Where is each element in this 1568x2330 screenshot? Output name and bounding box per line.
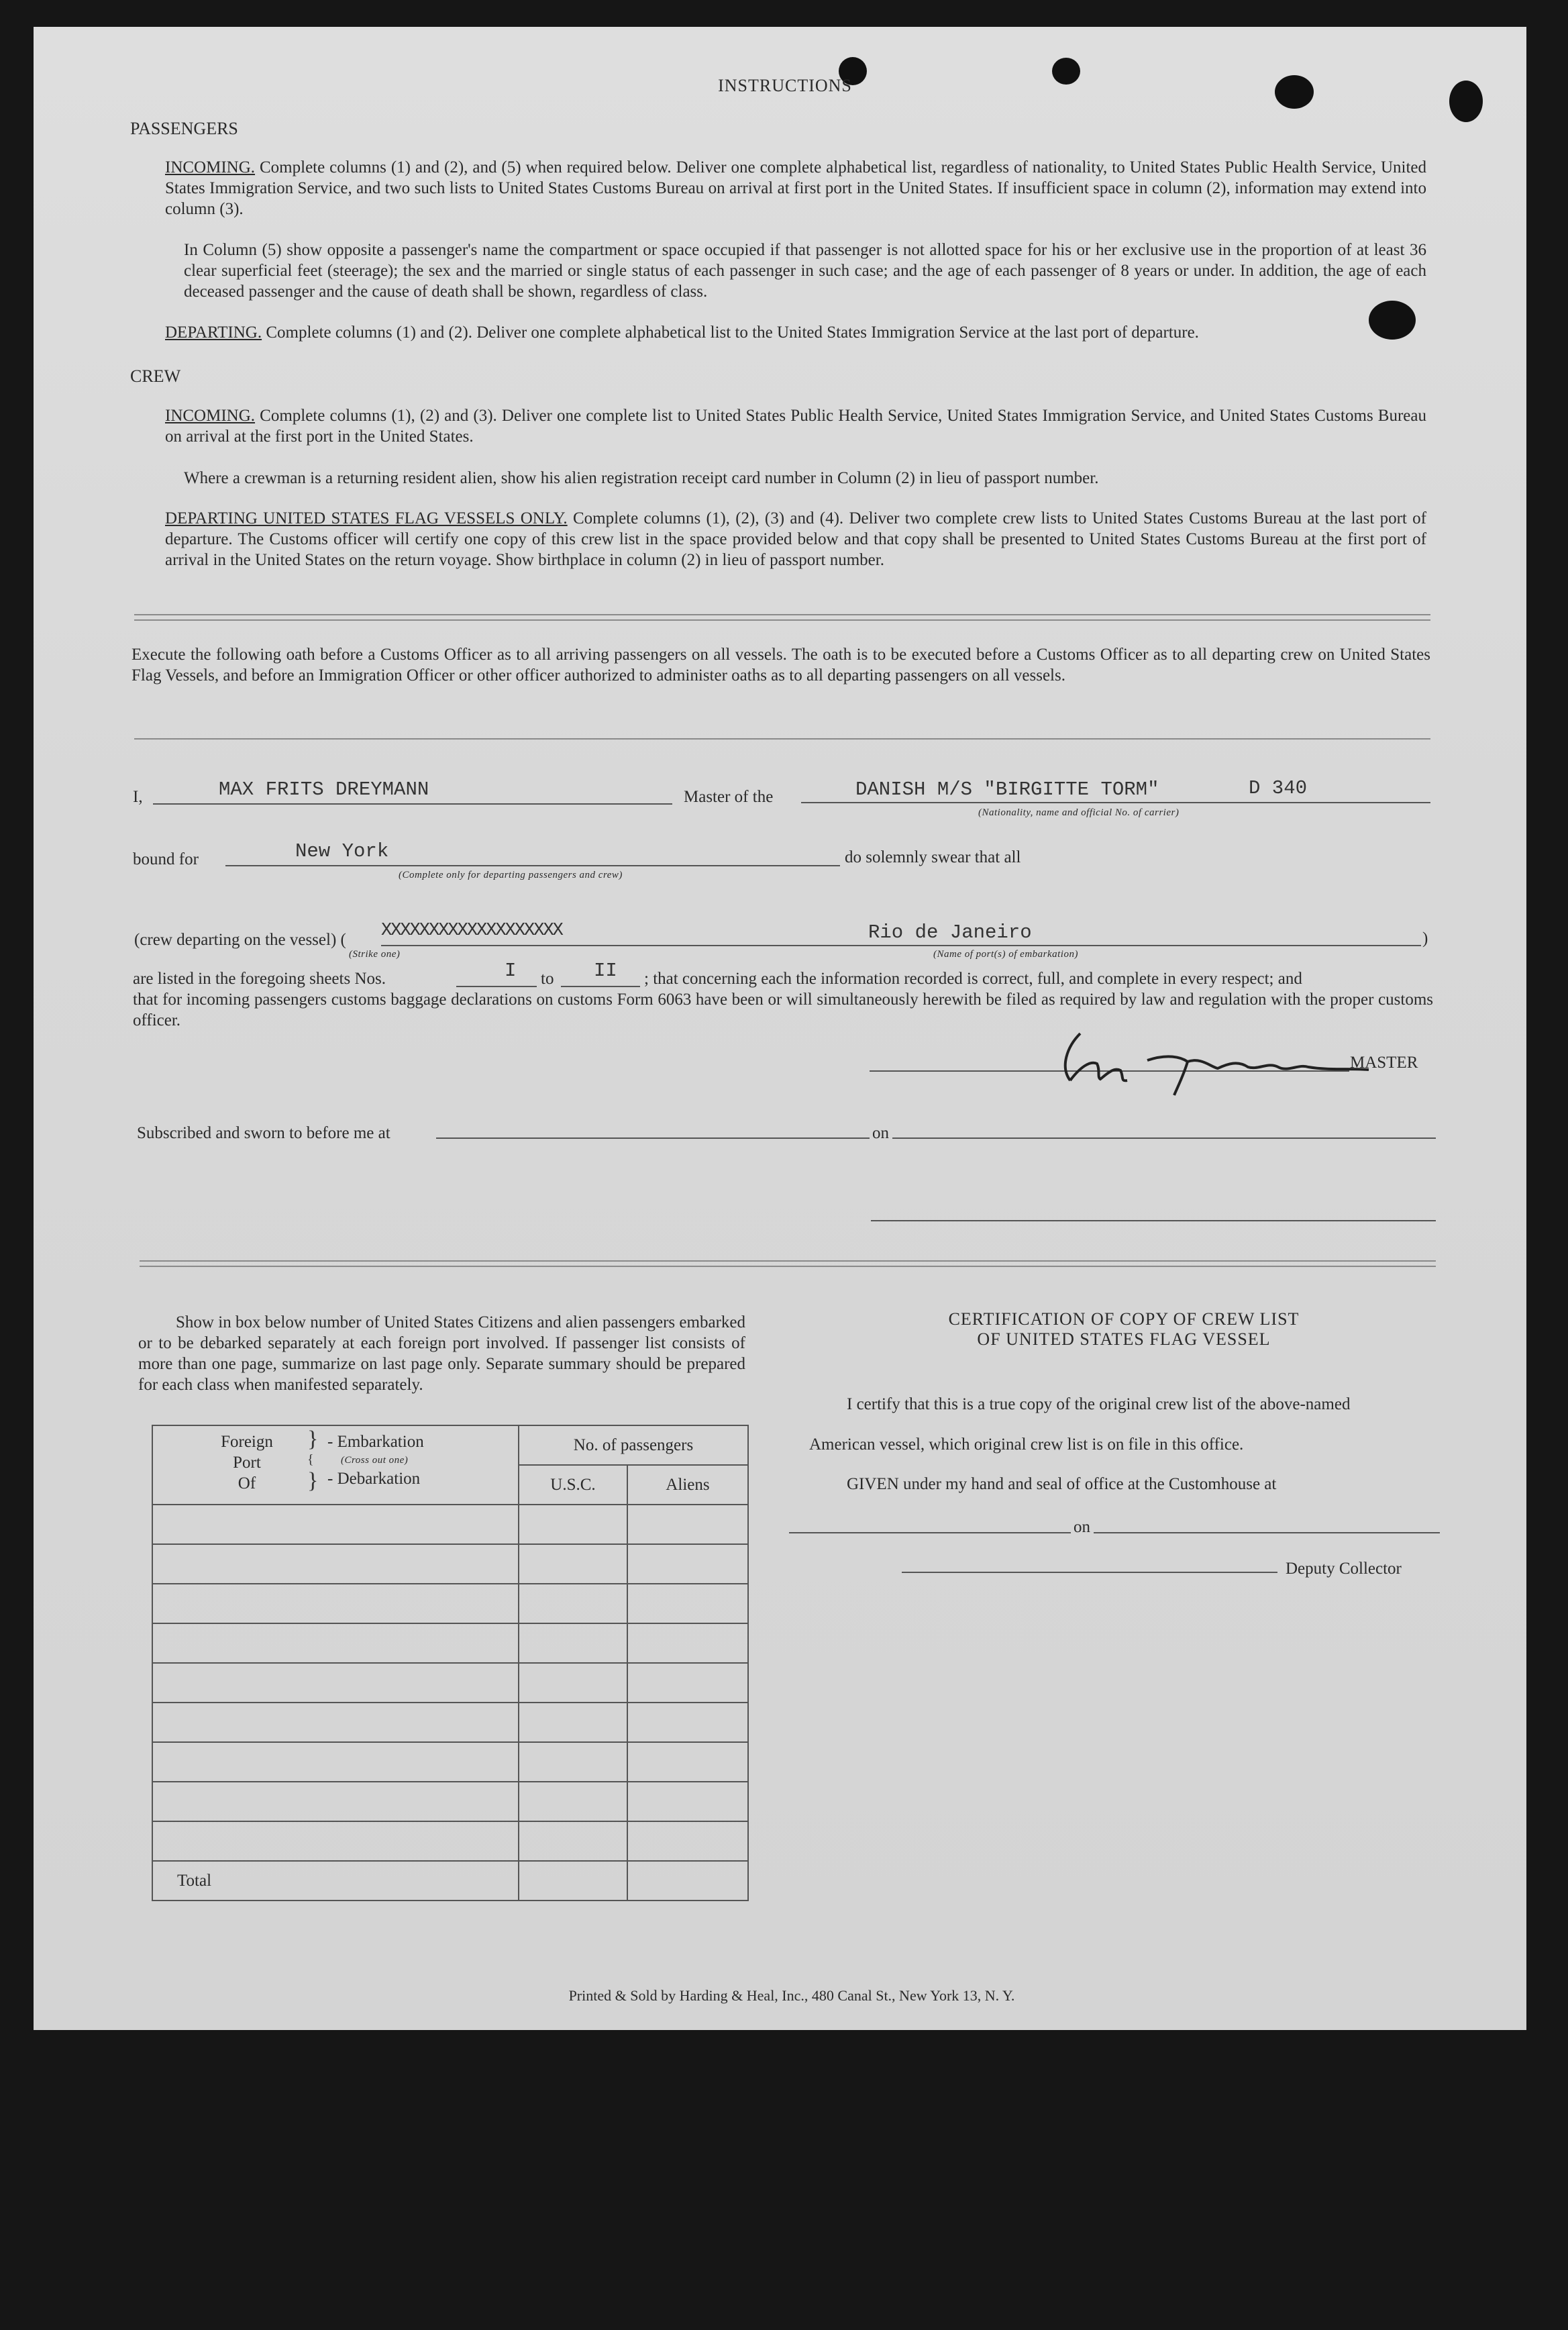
section-divider <box>134 614 1430 615</box>
brace-mark: { <box>307 1452 314 1467</box>
summary-row <box>152 1663 748 1703</box>
certification-on-label: on <box>1074 1518 1090 1536</box>
usc-cell[interactable] <box>519 1821 627 1861</box>
column5-paragraph: In Column (5) show opposite a passenger's name the compartment or space occupied if that passenger is not allotted space for his or her exclusive use in the proportion of at least 36 clear superficial feet (steerage); the sex and the married or single status of each passenger in such case; and the age of each passenger of 8 years or under. In addition, the age of each deceased passenger and the cause of death shall be shown, regardless of class. <box>184 241 1426 301</box>
usc-cell[interactable] <box>519 1663 627 1703</box>
cross-out-note: (Cross out one) <box>341 1455 409 1466</box>
vessel-field: DANISH M/S "BIRGITTE TORM" <box>855 778 1159 801</box>
certification-date-line <box>1094 1532 1440 1533</box>
vessel-line <box>801 802 1430 803</box>
summary-row <box>152 1505 748 1544</box>
usc-cell[interactable] <box>519 1782 627 1821</box>
certify-text: I certify that this is a true copy of the original crew list of the above-named <box>847 1395 1351 1413</box>
summary-header-row <box>152 1425 748 1465</box>
port-cell[interactable] <box>152 1782 519 1821</box>
brace-mark: } <box>307 1427 319 1452</box>
customhouse-place-line <box>789 1532 1071 1533</box>
passengers-incoming-paragraph <box>165 157 1426 219</box>
aliens-cell[interactable] <box>627 1821 748 1861</box>
port-cell[interactable] <box>152 1742 519 1782</box>
passengers-departing-paragraph <box>165 322 1426 343</box>
listed-label: are listed in the foregoing sheets Nos. <box>133 970 386 988</box>
summary-row <box>152 1782 748 1821</box>
aliens-cell[interactable] <box>627 1782 748 1821</box>
listed-rest-text: ; that concerning each the information recorded is correct, full, and complete in every respect; and <box>644 970 1302 988</box>
port-cell[interactable] <box>152 1505 519 1544</box>
total-aliens-cell[interactable] <box>627 1861 748 1901</box>
summary-row <box>152 1623 748 1663</box>
certification-heading-1: CERTIFICATION OF COPY OF CREW LIST <box>948 1309 1300 1329</box>
to-label: to <box>541 970 554 988</box>
port-header-cell <box>152 1425 519 1505</box>
crew-flag-text: Complete columns (1), (2), (3) and (4). Deliver two complete crew lists to United States Customs Bureau at the last port of departure. The Customs officer will certify one copy of this crew list in the space provided below and that copy shall be presented to United States Customs Bureau at the first port of arrival in the United States on the return voyage. Show birthplace in column (2) in lieu of passport number. <box>165 509 1426 569</box>
master-name-line <box>153 803 672 805</box>
summary-row <box>152 1703 748 1742</box>
sheet-to-field: II <box>594 960 617 982</box>
port-cell[interactable] <box>152 1544 519 1584</box>
of-label: Of <box>238 1474 256 1492</box>
bound-for-field: New York <box>295 840 389 862</box>
aliens-cell[interactable] <box>627 1742 748 1782</box>
brace-mark: } <box>307 1468 319 1493</box>
master-label: MASTER <box>1350 1054 1418 1072</box>
aliens-cell[interactable] <box>627 1584 748 1623</box>
subscribed-on-label: on <box>872 1124 889 1142</box>
master-signature <box>1033 1020 1382 1101</box>
no-passengers-header: No. of passengers <box>519 1425 748 1465</box>
vessel-number-field: D 340 <box>1249 777 1308 799</box>
foreign-label: Foreign <box>221 1433 273 1451</box>
usc-header: U.S.C. <box>519 1465 627 1505</box>
aliens-cell[interactable] <box>627 1544 748 1584</box>
printer-footer: Printed & Sold by Harding & Heal, Inc., 480 Canal St., New York 13, N. Y. <box>568 1987 1015 2004</box>
strike-line <box>381 945 1421 946</box>
sheet-from-field: I <box>505 960 517 982</box>
master-name-field: MAX FRITS DREYMANN <box>219 778 429 801</box>
crew-flag-paragraph <box>165 508 1426 570</box>
total-usc-cell[interactable] <box>519 1861 627 1901</box>
subscribed-label: Subscribed and sworn to before me at <box>137 1124 390 1142</box>
debarkation-label: - Debarkation <box>327 1470 421 1488</box>
officer-signature-line <box>871 1220 1436 1221</box>
aliens-cell[interactable] <box>627 1505 748 1544</box>
bound-for-line <box>225 865 840 866</box>
passengers-departing-label: DEPARTING. <box>165 323 262 342</box>
punch-hole-mark <box>1052 58 1080 85</box>
baggage-text: that for incoming passengers customs baggage declarations on customs Form 6063 have been or will simultaneously herewith be filed as required by law and regulation with the proper customs officer. <box>133 991 1433 1029</box>
close-paren: ) <box>1422 929 1428 948</box>
punch-hole-mark <box>1449 81 1483 122</box>
usc-cell[interactable] <box>519 1584 627 1623</box>
certification-heading-2: OF UNITED STATES FLAG VESSEL <box>977 1329 1271 1349</box>
summary-row <box>152 1821 748 1861</box>
section-divider <box>134 619 1430 621</box>
section-divider <box>140 1260 1436 1262</box>
sheet-from-line <box>456 986 537 987</box>
page-title: INSTRUCTIONS <box>718 76 852 95</box>
oath-instructions: Execute the following oath before a Customs Officer as to all arriving passengers on all vessels. The oath is to be executed before a Customs Officer as to all departing crew on United States Flag Vessels, and before an Immigration Officer or other officer authorized to administer oaths as to all departing passengers on all vessels. <box>132 646 1430 685</box>
strike-field: XXXXXXXXXXXXXXXXXXX <box>381 921 562 941</box>
summary-row <box>152 1742 748 1782</box>
aliens-header: Aliens <box>627 1465 748 1505</box>
deputy-signature-line <box>902 1572 1277 1573</box>
bound-caption: (Complete only for departing passengers and crew) <box>399 870 623 880</box>
section-divider <box>140 1266 1436 1267</box>
american-vessel-text: American vessel, which original crew list is on file in this office. <box>809 1435 1244 1454</box>
passenger-summary-table <box>152 1425 749 1901</box>
crew-resident-paragraph: Where a crewman is a returning resident alien, show his alien registration receipt card number in Column (2) in lieu of passport number. <box>184 469 1099 487</box>
aliens-cell[interactable] <box>627 1663 748 1703</box>
summary-instruction: Show in box below number of United States Citizens and alien passengers embarked or to be debarked separately at each foreign port involved. If passenger list consists of more than one page, summarize on last page only. Separate summary should be prepared for each class when manifested separately. <box>138 1313 745 1394</box>
sheet-to-line <box>561 986 640 987</box>
subscribed-date-line <box>892 1137 1436 1139</box>
port-cell[interactable] <box>152 1703 519 1742</box>
strike-caption: (Strike one) <box>349 949 401 960</box>
aliens-cell[interactable] <box>627 1623 748 1663</box>
crew-incoming-paragraph <box>165 405 1426 447</box>
vessel-caption: (Nationality, name and official No. of carrier) <box>978 807 1180 818</box>
port-cell[interactable] <box>152 1623 519 1663</box>
swear-text: do solemnly swear that all <box>845 848 1021 866</box>
crew-incoming-label: INCOMING. <box>165 407 256 425</box>
passengers-incoming-label: INCOMING. <box>165 158 256 176</box>
summary-row <box>152 1544 748 1584</box>
embarkation-port-field: Rio de Janeiro <box>868 921 1032 944</box>
crew-incoming-text: Complete columns (1), (2) and (3). Deliver one complete list to United States Public Health Service, United States Immigration Service, and United States Customs Bureau on arrival at the first port in the United States. <box>165 407 1426 446</box>
total-label: Total <box>152 1861 519 1901</box>
master-of-label: Master of the <box>684 788 774 806</box>
port-cell[interactable] <box>152 1663 519 1703</box>
port-cell[interactable] <box>152 1821 519 1861</box>
passengers-incoming-text: Complete columns (1) and (2), and (5) when required below. Deliver one complete alphabetical list, regardless of nationality, to United States Public Health Service, United States Immigration Service, and two such lists to United States Customs Bureau on arrival at first port in the United States. If insufficient space in column (2), information may extend into column (3). <box>165 158 1427 218</box>
usc-cell[interactable] <box>519 1703 627 1742</box>
oath-i-label: I, <box>133 788 143 806</box>
usc-cell[interactable] <box>519 1505 627 1544</box>
subscribed-place-line <box>436 1137 870 1139</box>
crew-departing-label: (crew departing on the vessel) ( <box>134 931 346 949</box>
summary-row <box>152 1584 748 1623</box>
deputy-collector-label: Deputy Collector <box>1286 1560 1402 1578</box>
port-cell[interactable] <box>152 1584 519 1623</box>
port-caption: (Name of port(s) of embarkation) <box>933 949 1078 960</box>
bound-for-label: bound for <box>133 850 199 868</box>
aliens-cell[interactable] <box>627 1703 748 1742</box>
port-label: Port <box>233 1454 261 1472</box>
crew-flag-label: DEPARTING UNITED STATES FLAG VESSELS ONLY. <box>165 509 568 527</box>
section-divider <box>134 738 1430 740</box>
usc-cell[interactable] <box>519 1544 627 1584</box>
passengers-heading: PASSENGERS <box>130 119 238 138</box>
usc-cell[interactable] <box>519 1742 627 1782</box>
passengers-departing-text: Complete columns (1) and (2). Deliver one complete alphabetical list to the United States Immigration Service at the last port of departure. <box>266 323 1199 342</box>
crew-heading: CREW <box>130 366 181 386</box>
punch-hole-mark <box>1275 75 1314 109</box>
embarkation-label: - Embarkation <box>327 1433 424 1451</box>
summary-total-row <box>152 1861 748 1901</box>
given-text: GIVEN under my hand and seal of office at the Customhouse at <box>847 1475 1277 1493</box>
usc-cell[interactable] <box>519 1623 627 1663</box>
